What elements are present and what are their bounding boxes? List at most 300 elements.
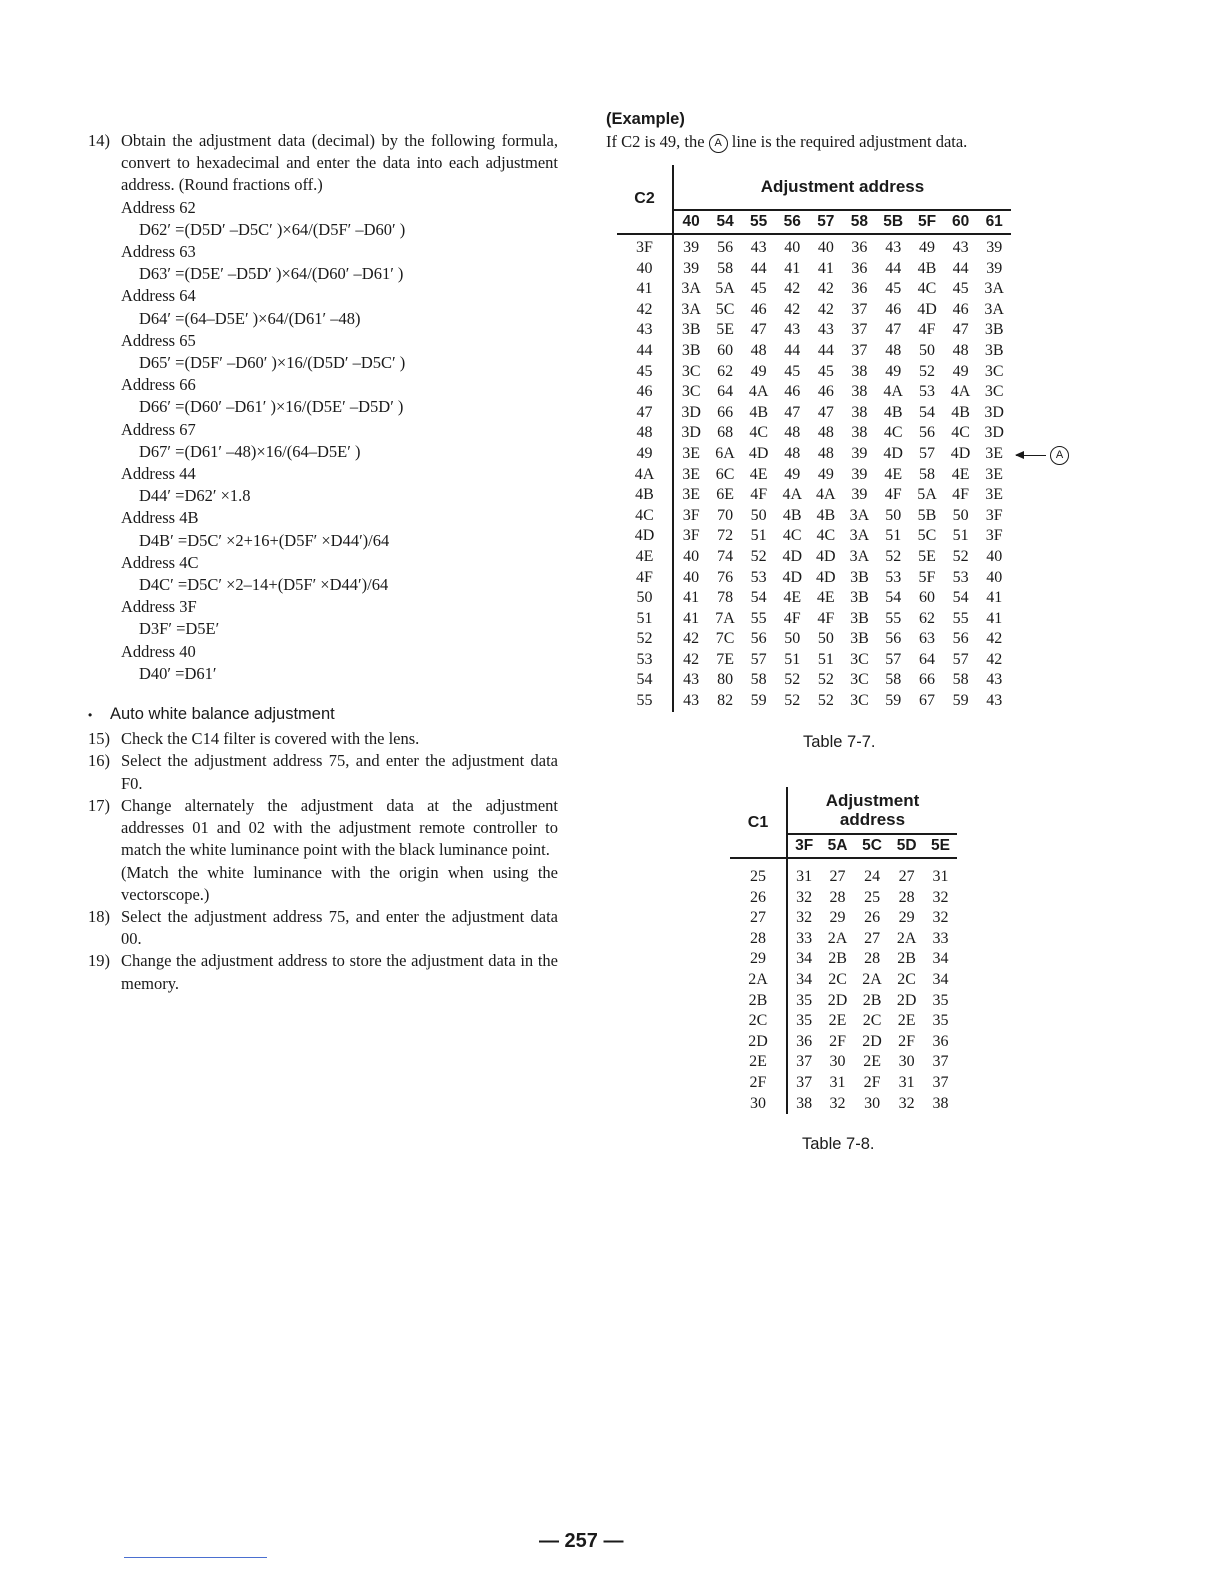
table-cell: 51: [784, 650, 801, 668]
row-key: 28: [730, 929, 787, 950]
table-cell: 4D: [782, 547, 803, 565]
row-key: 2F: [730, 1073, 787, 1094]
table-cell: 56: [717, 239, 734, 256]
table-cell: 41: [986, 589, 1003, 607]
table-cell: 2E: [863, 1053, 881, 1071]
table-cell: 3E: [682, 486, 701, 504]
table-cell: 48: [750, 341, 767, 359]
table-cell: 3A: [681, 280, 701, 298]
formula: D40′ =D61′: [139, 663, 217, 683]
page-number: — 257 —: [539, 1530, 624, 1552]
table-cell: 3B: [984, 321, 1004, 339]
table-cell: 48: [952, 341, 969, 359]
table-cell: 3A: [849, 527, 870, 545]
table-cell: 4A: [782, 486, 803, 504]
address-label: Address 4B: [121, 508, 199, 528]
table-cell: 44: [784, 341, 801, 359]
table-row: [617, 629, 1011, 650]
table-cell: 57: [885, 650, 902, 668]
table-cell: 7C: [715, 630, 735, 648]
table-cell: 58: [952, 671, 969, 689]
table-cell: 52: [817, 692, 834, 710]
row-key: 41: [617, 279, 673, 300]
table-cell: 42: [784, 280, 801, 298]
table-cell: 55: [750, 609, 767, 627]
formula: D64′ =(64–D5E′ )×64/(D61′ –48): [139, 308, 361, 328]
table-cell: 4D: [748, 444, 769, 462]
table-cell: 60: [919, 589, 935, 607]
table-cell: 3D: [681, 424, 701, 442]
table-cell: 52: [817, 671, 834, 689]
table-cell: 5B: [917, 506, 937, 524]
table-cell: 2B: [862, 991, 882, 1009]
step-17: [88, 795, 558, 906]
table-cell: 58: [717, 259, 734, 277]
table-cell: 66: [919, 671, 935, 689]
row-key: 40: [617, 259, 673, 280]
table-cell: 3D: [681, 403, 701, 421]
table-cell: 30: [864, 1094, 881, 1112]
row-key: 48: [617, 423, 673, 444]
header-line-1: Adjustment: [825, 791, 920, 810]
table-cell: 3A: [984, 300, 1004, 318]
table-row: [730, 1094, 957, 1115]
table-cell: 49: [885, 362, 902, 380]
table-cell: 43: [817, 321, 834, 339]
table-cell: 3F: [682, 506, 700, 524]
table-cell: 39: [851, 465, 868, 483]
table-cell: 56: [919, 424, 935, 442]
table-cell: 3D: [984, 403, 1004, 421]
step-text: Check the C14 filter is covered with the lens.: [121, 729, 420, 749]
table-cell: 28: [864, 950, 881, 968]
table-row: [617, 588, 1011, 609]
table-cell: 52: [919, 362, 935, 380]
table-cell: 52: [784, 692, 801, 710]
table-cell: 2D: [827, 991, 848, 1009]
c1-header: C1: [730, 787, 787, 858]
table-cell: 36: [796, 1032, 813, 1050]
step-text: Select the adjustment address 75, and enter the adjustment data 00.: [121, 906, 558, 949]
table-cell: 51: [885, 527, 902, 545]
table-cell: 37: [851, 300, 868, 318]
table-cell: 58: [750, 671, 767, 689]
table-cell: 3A: [984, 280, 1004, 298]
table-cell: 45: [817, 362, 834, 380]
table-cell: 67: [919, 692, 935, 710]
column-header: 5B: [876, 210, 910, 234]
table-cell: 24: [864, 868, 881, 885]
table-row: [730, 1073, 957, 1094]
column-header: 56: [775, 210, 809, 234]
table-row: [617, 279, 1011, 300]
adjustment-address-header: Adjustment address: [760, 177, 925, 196]
step-19: [88, 950, 558, 994]
formula: D66′ =(D60′ –D61′ )×16/(D5E′ –D5D′ ): [139, 397, 404, 417]
row-key: 27: [730, 908, 787, 929]
step-18: [88, 906, 558, 950]
table-row: [617, 526, 1011, 547]
table-cell: 3E: [985, 444, 1004, 462]
table-cell: 4C: [816, 527, 836, 545]
table-cell: 3E: [985, 465, 1004, 483]
table-cell: 31: [932, 868, 949, 885]
table-cell: 42: [817, 300, 834, 318]
table-7-8-caption: Table 7-8.: [802, 1135, 875, 1153]
formula: D67′ =(D61′ –48)×16/(64–D5E′ ): [139, 441, 361, 461]
table-cell: 3C: [850, 650, 869, 668]
row-key: 42: [617, 300, 673, 321]
formula: D63′ =(D5E′ –D5D′ )×64/(D60′ –D61′ ): [139, 264, 404, 284]
table-7-7: [617, 165, 1011, 712]
table-cell: 3B: [681, 341, 701, 359]
example-text-before: If C2 is 49, the: [606, 132, 705, 151]
table-cell: 3C: [984, 362, 1004, 380]
table-cell: 3E: [682, 444, 701, 462]
column-header: 5D: [889, 834, 924, 858]
table-cell: 36: [851, 259, 868, 277]
table-cell: 60: [717, 341, 734, 359]
table-cell: 74: [717, 547, 734, 565]
table-cell: 76: [717, 568, 734, 586]
table-row: [617, 506, 1011, 527]
table-cell: 4F: [817, 609, 835, 627]
column-header: 5E: [924, 834, 957, 858]
table-cell: 5C: [715, 300, 735, 318]
column-header: 57: [809, 210, 843, 234]
formula: D62′ =(D5D′ –D5C′ )×64/(D5F′ –D60′ ): [139, 219, 406, 239]
step-text: Select the adjustment address 75, and enter the adjustment data F0.: [121, 751, 558, 793]
table-cell: 43: [683, 692, 700, 710]
table-row: [617, 444, 1011, 465]
table-cell: 3B: [681, 321, 701, 339]
table-cell: 2B: [897, 950, 916, 968]
step-number: 15): [88, 729, 110, 749]
table-cell: 37: [796, 1053, 813, 1071]
table-cell: 46: [750, 300, 767, 318]
table-cell: 4B: [816, 506, 836, 524]
table-cell: 4B: [883, 403, 903, 421]
table-cell: 38: [851, 424, 868, 442]
table-cell: 4A: [748, 383, 769, 401]
row-key: 4E: [617, 547, 673, 568]
table-cell: 40: [683, 568, 700, 586]
row-key: 45: [617, 362, 673, 383]
table-cell: 35: [796, 1012, 813, 1030]
table-cell: 34: [932, 950, 949, 968]
table-cell: 27: [898, 868, 915, 885]
table-cell: 5A: [917, 486, 937, 504]
table-cell: 55: [952, 609, 969, 627]
table-cell: 4A: [950, 383, 971, 401]
column-header: 5C: [855, 834, 890, 858]
table-cell: 4C: [749, 424, 768, 442]
table-cell: 4F: [918, 321, 936, 339]
address-label: Address 40: [121, 641, 196, 661]
table-cell: 4E: [951, 465, 970, 483]
table-cell: 32: [932, 888, 949, 906]
table-cell: 62: [717, 362, 734, 380]
table-cell: 41: [683, 589, 700, 607]
row-pointer: [1016, 446, 1069, 465]
table-cell: 27: [829, 868, 846, 885]
address-label: Address 4C: [121, 552, 199, 572]
table-cell: 3D: [984, 424, 1004, 442]
table-cell: 2F: [863, 1073, 881, 1091]
table-cell: 4E: [884, 465, 903, 483]
table-cell: 52: [885, 547, 902, 565]
table-cell: 53: [885, 568, 902, 586]
table-cell: 4D: [782, 568, 803, 586]
table-cell: 43: [683, 671, 700, 689]
table-cell: 44: [952, 259, 969, 277]
table-cell: 48: [784, 424, 801, 442]
table-cell: 38: [932, 1094, 949, 1112]
table-row: [617, 382, 1011, 403]
table-row: [617, 403, 1011, 424]
table-cell: 63: [919, 630, 935, 648]
table-7-7-caption: Table 7-7.: [803, 733, 876, 751]
table-cell: 2D: [862, 1032, 882, 1050]
table-cell: 54: [750, 589, 767, 607]
table-cell: 4F: [884, 486, 902, 504]
table-7-8: [730, 787, 957, 1114]
table-cell: 38: [851, 403, 868, 421]
table-cell: 34: [796, 950, 813, 968]
table-cell: 2C: [897, 970, 916, 988]
table-cell: 56: [952, 630, 969, 648]
table-cell: 53: [750, 568, 767, 586]
table-cell: 49: [952, 362, 969, 380]
table-cell: 2F: [829, 1032, 846, 1050]
table-cell: 31: [829, 1073, 846, 1091]
table-cell: 3B: [850, 568, 869, 586]
table-cell: 52: [784, 671, 801, 689]
row-key: 25: [730, 858, 787, 888]
table-cell: 44: [817, 341, 834, 359]
table-cell: 3B: [850, 609, 869, 627]
table-cell: 49: [817, 465, 834, 483]
table-cell: 50: [750, 506, 767, 524]
table-cell: 4D: [816, 547, 836, 565]
table-cell: 58: [885, 671, 902, 689]
table-cell: 34: [796, 970, 813, 988]
c2-header: C2: [617, 165, 673, 234]
table-cell: 32: [932, 909, 949, 927]
table-body: [617, 234, 1011, 712]
table-cell: 47: [952, 321, 969, 339]
table-cell: 42: [683, 650, 700, 668]
table-cell: 40: [683, 547, 700, 565]
address-label: Address 63: [121, 242, 196, 262]
table-cell: 43: [784, 321, 801, 339]
row-key: 49: [617, 444, 673, 465]
table-cell: 45: [952, 280, 969, 298]
address-label: Address 65: [121, 330, 196, 350]
table-cell: 58: [919, 465, 935, 483]
table-row: [617, 341, 1011, 362]
table-cell: 37: [796, 1073, 813, 1091]
table-cell: 54: [885, 589, 902, 607]
table-cell: 44: [885, 259, 902, 277]
row-key: 4F: [617, 568, 673, 589]
table-row: [617, 568, 1011, 589]
address-label: Address 64: [121, 286, 196, 306]
table-cell: 50: [784, 630, 801, 648]
row-key: 2C: [730, 1011, 787, 1032]
table-cell: 35: [796, 991, 813, 1009]
table-row: [730, 858, 957, 888]
table-cell: 38: [851, 362, 868, 380]
formula: D4C′ =D5C′ ×2–14+(D5F′ ×D44′)/64: [139, 575, 389, 595]
table-cell: 5A: [715, 280, 735, 298]
table-cell: 4B: [917, 259, 937, 277]
table-cell: 2C: [862, 1012, 882, 1030]
table-cell: 25: [864, 888, 881, 906]
table-cell: 40: [817, 239, 834, 256]
table-row: [730, 970, 957, 991]
table-cell: 48: [784, 444, 801, 462]
table-row: [730, 1052, 957, 1073]
footer-rule: [124, 1557, 267, 1558]
table-cell: 48: [817, 424, 834, 442]
table-cell: 6A: [715, 444, 735, 462]
table-cell: 40: [986, 547, 1003, 565]
row-key: 46: [617, 382, 673, 403]
step-number: 14): [88, 131, 110, 150]
formula: D3F′ =D5E′: [139, 619, 220, 639]
table-cell: 57: [952, 650, 969, 668]
table-cell: 2A: [827, 929, 848, 947]
table-cell: 3C: [681, 383, 701, 401]
table-cell: 53: [952, 568, 969, 586]
table-cell: 5E: [918, 547, 936, 565]
formula: D44′ =D62′ ×1.8: [139, 486, 251, 506]
row-key: 2B: [730, 991, 787, 1012]
header-line-2: address: [839, 810, 906, 829]
table-cell: 48: [817, 444, 834, 462]
table-cell: 4E: [749, 465, 768, 483]
table-cell: 45: [885, 280, 902, 298]
table-cell: 46: [784, 383, 801, 401]
left-arrow-icon: [1016, 455, 1046, 456]
table-cell: 4E: [783, 589, 802, 607]
formula: D4B′ =D5C′ ×2+16+(D5F′ ×D44′)/64: [139, 530, 390, 550]
table-cell: 66: [717, 403, 734, 421]
table-cell: 33: [796, 929, 813, 947]
step-number: 17): [88, 795, 110, 815]
table-row: [617, 362, 1011, 383]
table-cell: 55: [885, 609, 902, 627]
section-heading: Auto white balance adjustment: [110, 705, 335, 724]
table-cell: 59: [952, 692, 969, 710]
table-cell: 5F: [918, 568, 936, 586]
table-cell: 39: [986, 259, 1003, 277]
column-header: 5F: [910, 210, 944, 234]
table-cell: 3E: [985, 486, 1004, 504]
table-cell: 48: [885, 341, 902, 359]
table-cell: 2A: [896, 929, 917, 947]
table-cell: 51: [817, 650, 834, 668]
circled-a-icon: A: [1050, 446, 1069, 465]
table-cell: 4D: [917, 300, 937, 318]
table-cell: 82: [717, 692, 734, 710]
row-key: 44: [617, 341, 673, 362]
table-cell: 4B: [749, 403, 768, 421]
table-cell: 3E: [682, 465, 701, 483]
table-cell: 47: [817, 403, 834, 421]
column-header: 5A: [820, 834, 855, 858]
table-cell: 41: [986, 609, 1003, 627]
table-cell: 27: [864, 929, 881, 947]
table-row: [617, 609, 1011, 630]
table-cell: 28: [898, 888, 915, 906]
table-cell: 64: [919, 650, 935, 668]
table-cell: 40: [986, 568, 1003, 586]
table-cell: 30: [898, 1053, 915, 1071]
table-cell: 36: [851, 280, 868, 298]
table-cell: 41: [784, 259, 801, 277]
table-cell: 3C: [850, 671, 869, 689]
table-cell: 56: [750, 630, 767, 648]
table-cell: 38: [796, 1094, 813, 1112]
table-cell: 6C: [715, 465, 735, 483]
column-header: 61: [977, 210, 1011, 234]
table-row: [617, 670, 1011, 691]
table-cell: 33: [932, 929, 949, 947]
table-cell: 35: [932, 991, 949, 1009]
table-cell: 46: [817, 383, 834, 401]
table-cell: 3F: [985, 506, 1003, 524]
table-cell: 52: [952, 547, 969, 565]
table-cell: 4C: [782, 527, 802, 545]
table-cell: 38: [851, 383, 868, 401]
table-cell: 50: [952, 506, 969, 524]
column-header: 60: [944, 210, 978, 234]
table-cell: 39: [986, 239, 1003, 256]
table-cell: 4F: [750, 486, 768, 504]
example-text-after: line is the required adjustment data.: [731, 132, 968, 151]
table-cell: 43: [885, 239, 902, 256]
table-cell: 43: [750, 239, 767, 256]
row-key: 4D: [617, 526, 673, 547]
table-cell: 29: [898, 909, 915, 927]
table-cell: 41: [683, 609, 700, 627]
table-row: [617, 485, 1011, 506]
table-cell: 4B: [951, 403, 970, 421]
left-column: [88, 130, 558, 995]
table-row: [730, 1011, 957, 1032]
circled-a-icon: A: [709, 134, 728, 153]
table-cell: 37: [932, 1073, 949, 1091]
table-cell: 45: [784, 362, 801, 380]
table-cell: 26: [864, 909, 881, 927]
table-row: [617, 300, 1011, 321]
column-header: 58: [843, 210, 877, 234]
table-cell: 68: [717, 424, 734, 442]
table-cell: 42: [784, 300, 801, 318]
table-cell: 3C: [850, 692, 869, 710]
step-text: Obtain the adjustment data (decimal) by the following formula, convert to hexadecimal and enter the data into each adjustment address. (Round fractions off.): [121, 131, 558, 195]
table-cell: 2F: [898, 1032, 916, 1050]
row-key: 3F: [617, 234, 673, 259]
table-cell: 54: [952, 589, 969, 607]
table-row: [730, 929, 957, 950]
table-cell: 4D: [883, 444, 903, 462]
row-key: 52: [617, 629, 673, 650]
table-row: [617, 423, 1011, 444]
table-cell: 46: [885, 300, 902, 318]
